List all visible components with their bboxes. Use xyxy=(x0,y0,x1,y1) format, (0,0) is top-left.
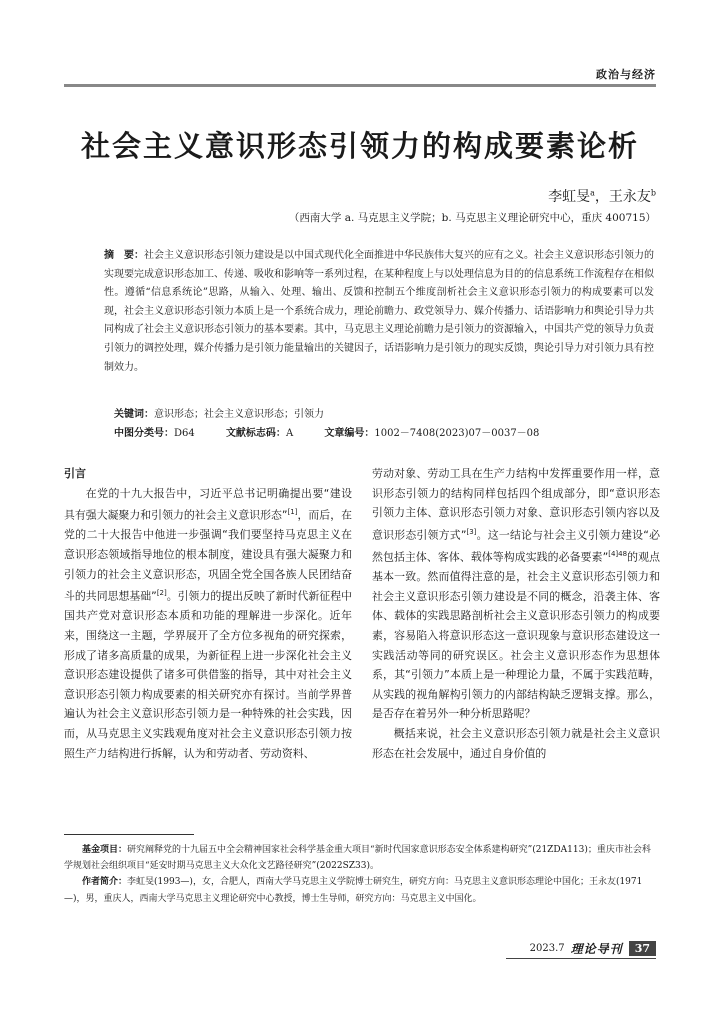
doc-code-value: A xyxy=(285,428,294,439)
author-bio-label: 作者简介： xyxy=(82,877,128,888)
author-2: 王永友 xyxy=(608,189,651,205)
footnotes xyxy=(64,842,656,907)
author-separator: ， xyxy=(594,189,609,205)
article-title: 社会主义意识形态引领力的构成要素论析 xyxy=(80,129,639,163)
citation: [1] xyxy=(287,508,298,517)
article-id-value: 1002－7408(2023)07－0037－08 xyxy=(374,428,540,439)
section-heading: 引言 xyxy=(64,467,86,480)
citation: [3] xyxy=(466,527,477,536)
page-number: 37 xyxy=(629,941,656,956)
abstract xyxy=(104,247,654,377)
body-column-left xyxy=(64,464,352,763)
keywords-label: 关键词： xyxy=(114,409,154,420)
funding-note xyxy=(64,842,656,874)
author-2-mark: b xyxy=(650,188,656,198)
body-paragraph xyxy=(64,484,352,764)
doc-code-label: 文献标志码： xyxy=(225,428,286,439)
affiliation: （西南大学 a. 马克思主义学院；b. 马克思主义理论研究中心，重庆 400715） xyxy=(288,212,656,224)
author-bio-text: 李虹旻(1993—)，女，合肥人，西南大学马克思主义学院博士研究生，研究方向：马克思主义意识形态理论中国化；王永友(1971—)，男，重庆人，西南大学马克思主义理论研究中心教授，博士生导师，研究方向：马克思主义中国化。 xyxy=(64,877,643,904)
body-text: 在党的十九大报告中，习近平总书记明确提出要“建设具有强大凝聚力和引领力的社会主义意识形态” xyxy=(64,486,352,522)
body-text: 。这一结论与社会主义引领力建设“必然包括主体、客体、载体等构成实践的必备要素” xyxy=(372,528,660,564)
body-text: 劳动对象、劳动工具在生产力结构中发挥重要作用一样，意识形态引领力的结构同样包括四个组成部分，即“意识形态引领力主体、意识形态引领力对象、意识形态引领内容以及意识形态引领方式” xyxy=(372,467,660,542)
author-1-mark: a xyxy=(590,188,595,198)
article-id-label: 文章编号： xyxy=(324,428,375,439)
footnote-rule xyxy=(64,834,194,835)
citation: [4]48 xyxy=(608,550,628,558)
clc-value: D64 xyxy=(174,428,195,439)
body-paragraph xyxy=(372,464,660,724)
clc-label: 中图分类号： xyxy=(114,428,174,439)
header-rule xyxy=(64,84,656,87)
author-bio xyxy=(64,874,656,906)
author-1: 李虹旻 xyxy=(548,189,591,205)
section-label: 政治与经济 xyxy=(596,68,656,81)
citation: [2] xyxy=(156,589,167,598)
body-column-right xyxy=(372,464,660,763)
page-footer xyxy=(530,940,656,957)
keywords-text: 意识形态；社会主义意识形态；引领力 xyxy=(154,409,324,420)
funding-label: 基金项目： xyxy=(82,845,128,855)
body-text: 的观点基本一致。然而值得注意的是，社会主义意识形态引领力和社会主义意识形态引领力建设是不同的概念，沿袭主体、客体、载体的实践思路剖析社会主义意识形态引领力的构成要素，容易陷入将意识形态这一意识现象与意识形态建设这一实践活动等同的研究误区。社会主义意识形态作为思想体系，其“引领力”本质上是一种理论力量，不属于实践范畴，从实践的视角解构引领力的内部结构缺乏逻辑支撑。那么，是否存在着另外一种分析思路呢？ xyxy=(372,550,660,721)
keywords xyxy=(114,405,324,420)
funding-text: 研究阐释党的十九届五中全会精神国家社会科学基金重大项目“新时代国家意识形态安全体系建构研究”(21ZDA113)；重庆市社会科学规划社会组织项目“延安时期马克思主义大众化文艺路径研究”(2022SZ33)。 xyxy=(64,845,651,872)
issue-number: 2023.7 xyxy=(529,943,565,954)
journal-name: 理论导刊 xyxy=(570,942,623,956)
body-text: 。引领力的提出反映了新时代新征程中国共产党对意识形态本质和功能的理解进一步深化。近年来，围绕这一主题，学界展开了全方位多视角的研究探索，形成了诸多高质量的成果，为新征程上进一步深化社会主义意识形态建设提供了诸多可供借鉴的指导，其中对社会主义意识形态引领力构成要素的相关研究亦有探讨。当前学界普遍认为社会主义意识形态引领力是一种特殊的社会实践，因而，从马克思主义实践观角度对社会主义意识形态引领力按照生产力结构进行拆解，认为和劳动者、劳动资料、 xyxy=(64,589,352,760)
body-text: ，而后，在党的二十大报告中他进一步强调“我们要坚持马克思主义在意识形态领域指导地位的根本制度，建设具有强大凝聚力和引领力的社会主义意识形态，巩固全党全国各族人民团结奋斗的共同思想基础” xyxy=(64,508,352,603)
footer-rule xyxy=(506,958,656,959)
abstract-text: 社会主义意识形态引领力建设是以中国式现代化全面推进中华民族伟大复兴的应有之义。社会主义意识形态引领力的实现要完成意识形态加工、传递、吸收和影响等一系列过程，在某种程度上与以处理信息为目的的信息系统工作流程存在相似性。遵循“信息系统论”思路，从输入、处理、输出、反馈和控制五个维度剖析社会主义意识形态引领力的构成要素可以发现，社会主义意识形态引领力本质上是一个系统合成力，理论前瞻力、政党领导力、媒介传播力、话语影响力和舆论引导力共同构成了社会主义意识形态引领力的基本要素。其中，马克思主义理论前瞻力是引领力的资源输入，中国共产党的领导力负责引领力的调控处理，媒介传播力是引领力能量输出的关键因子，话语影响力是引领力的现实反馈，舆论引导力对引领力具有控制效力。 xyxy=(104,250,654,373)
body-paragraph: 概括来说，社会主义意识形态引领力就是社会主义意识形态在社会发展中，通过自身价值的 xyxy=(372,726,660,760)
abstract-label: 摘 要： xyxy=(104,250,144,261)
authors xyxy=(548,186,656,206)
classification-line xyxy=(114,424,567,439)
